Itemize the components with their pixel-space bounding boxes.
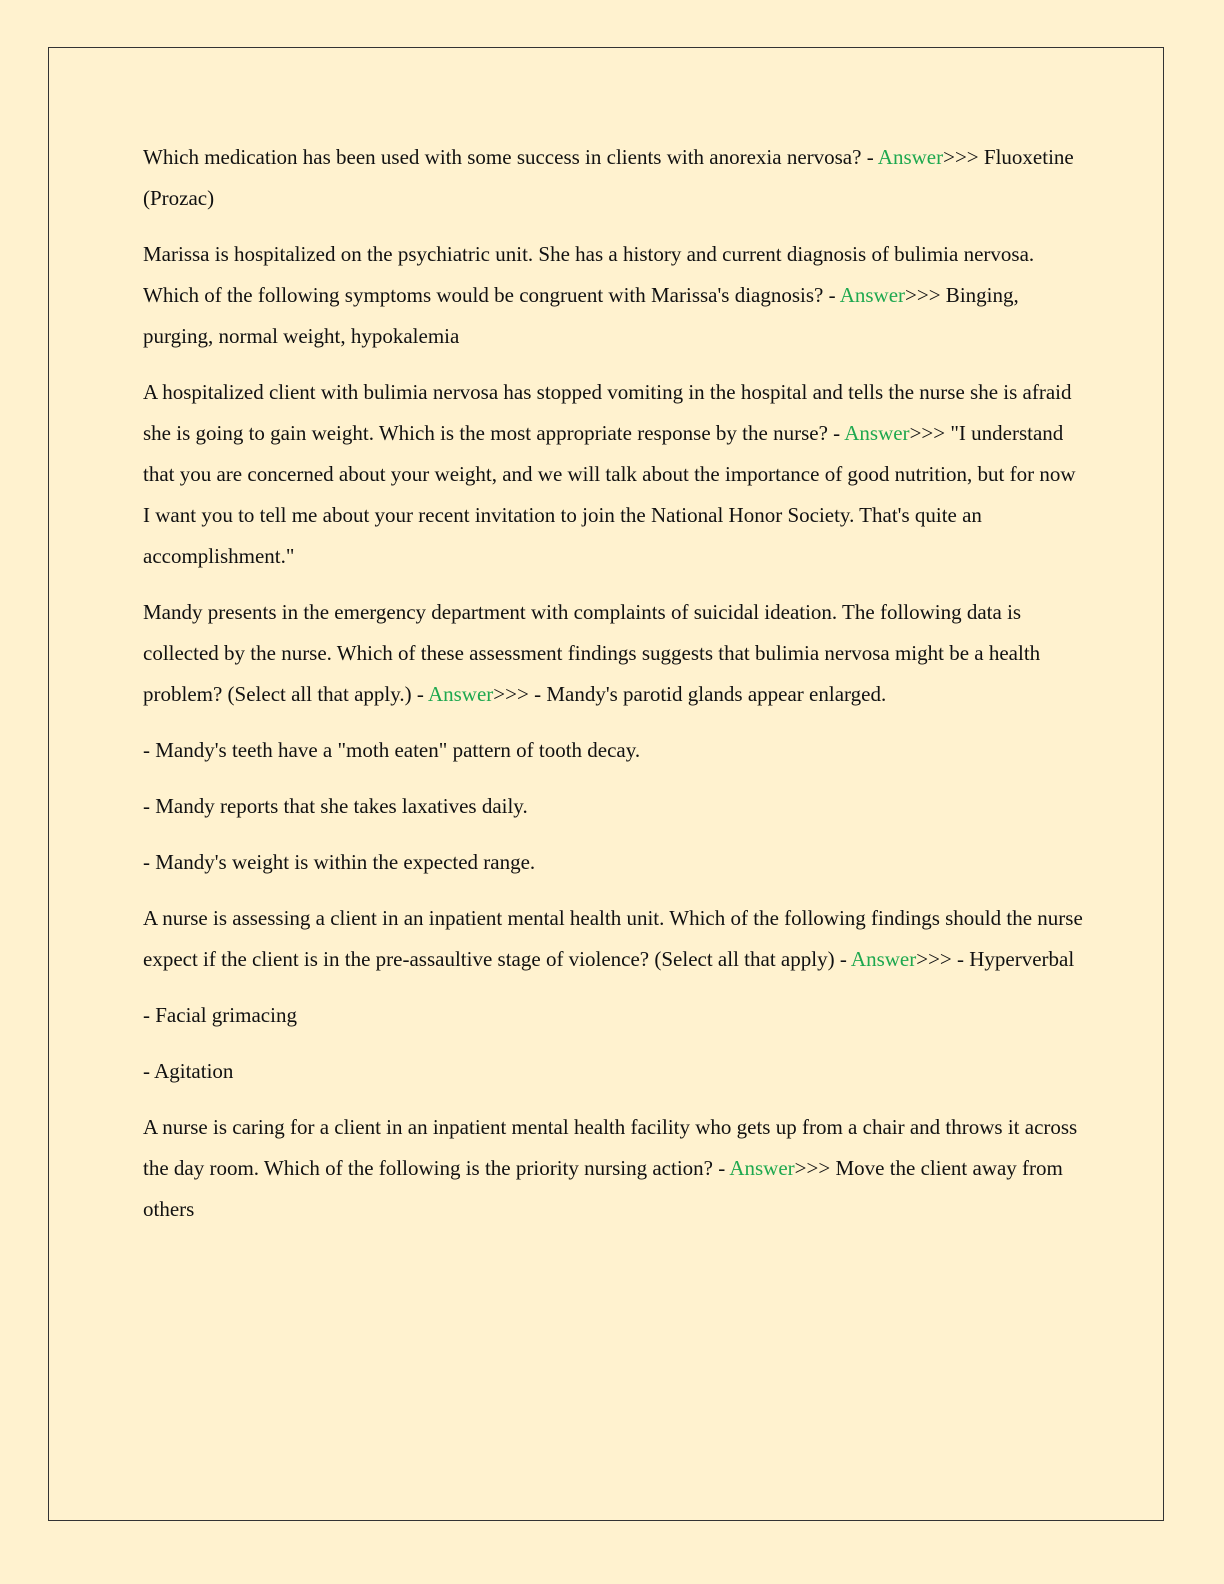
answer-list-item <box>143 730 1083 771</box>
list-item-text: - Mandy reports that she takes laxatives daily. <box>143 794 528 818</box>
answer-list-item <box>143 842 1083 883</box>
qa-paragraph-6 <box>143 1107 1083 1230</box>
answer-label: Answer <box>844 421 910 445</box>
answer-text: >>> Fluoxetine (Prozac) <box>143 145 1074 210</box>
question-text: Which medication has been used with some success in clients with anorexia nervosa? - <box>143 145 878 169</box>
list-item-text: - Mandy's teeth have a "moth eaten" pattern of tooth decay. <box>143 738 641 762</box>
answer-label: Answer <box>850 947 917 971</box>
answer-text: >>> Move the client away from others <box>143 1156 1063 1221</box>
qa-paragraph-2 <box>143 234 1083 357</box>
list-item-text: - Facial grimacing <box>143 1003 297 1027</box>
answer-text: >>> "I understand that you are concerned about your weight, and we will talk about the importance of good nutrition, but for now I want you to tell me about your recent invitation to join the National Honor Society. That's quite an accomplishment." <box>143 421 1076 568</box>
list-item-text: - Mandy's weight is within the expected range. <box>143 850 536 874</box>
answer-list-item <box>143 786 1083 827</box>
question-text: A nurse is assessing a client in an inpatient mental health unit. Which of the following findings should the nurse expect if the client is in the pre-assaultive stage of violence? (Select all that apply) - <box>143 906 1083 971</box>
list-item-text: - Agitation <box>143 1059 234 1083</box>
answer-text: >>> - Mandy's parotid glands appear enlarged. <box>493 682 887 706</box>
qa-paragraph-3 <box>143 372 1083 577</box>
answer-label: Answer <box>427 682 494 706</box>
question-text: Mandy presents in the emergency department with complaints of suicidal ideation. The following data is collected by the nurse. Which of these assessment findings suggests that bulimia nervosa might be a health problem? (Select all that apply.) - <box>143 600 1041 706</box>
answer-label: Answer <box>729 1156 795 1180</box>
answer-label: Answer <box>839 283 906 307</box>
answer-list-item <box>143 995 1083 1036</box>
question-text: Marissa is hospitalized on the psychiatric unit. She has a history and current diagnosis of bulimia nervosa. Which of the following symptoms would be congruent with Marissa's diagnosis? - <box>143 242 1035 307</box>
qa-paragraph-4 <box>143 592 1083 715</box>
qa-paragraph-5 <box>143 898 1083 980</box>
question-text: A nurse is caring for a client in an inpatient mental health facility who gets up from a chair and throws it across the day room. Which of the following is the priority nursing action? - <box>143 1115 1078 1180</box>
qa-paragraph-1 <box>143 137 1083 219</box>
question-text: A hospitalized client with bulimia nervosa has stopped vomiting in the hospital and tells the nurse she is afraid she is going to gain weight. Which is the most appropriate response by the nurse? - <box>143 380 1072 445</box>
answer-label: Answer <box>877 145 944 169</box>
answer-text: >>> - Hyperverbal <box>916 947 1075 971</box>
answer-list-item <box>143 1051 1083 1092</box>
answer-text: >>> Binging, purging, normal weight, hypokalemia <box>143 283 1019 348</box>
document-body <box>143 137 1083 1245</box>
